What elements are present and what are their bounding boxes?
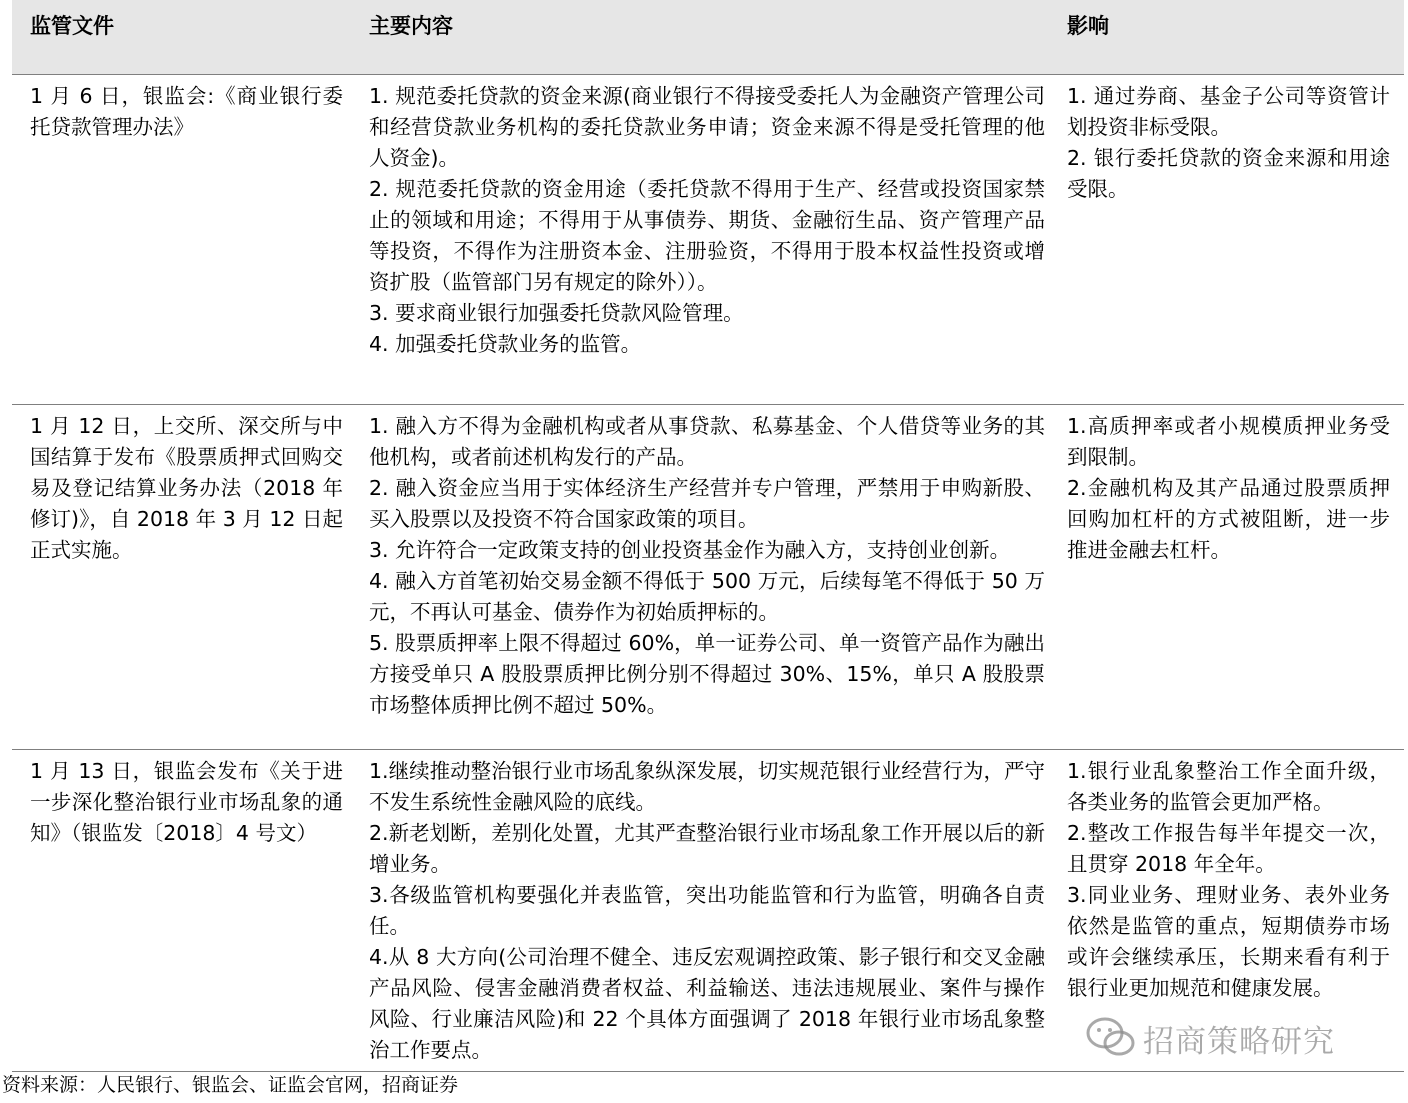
impact-item: 3.同业业务、理财业务、表外业务依然是监管的重点，短期债券市场或许会继续承压，长期来看有利于银行业更加规范和健康发展。 — [1067, 882, 1390, 1000]
row-content — [355, 404, 1053, 749]
impact-item: 1.高质押率或者小规模质押业务受到限制。 — [1067, 413, 1390, 469]
impact-item: 2.金融机构及其产品通过股票质押回购加杠杆的方式被阻断，进一步推进金融去杠杆。 — [1067, 475, 1390, 562]
row-document — [12, 404, 355, 749]
content-item: 5. 股票质押率上限不得超过 60%，单一证券公司、单一资管产品作为融出方接受单只 A 股股票质押比例分别不得超过 30%、15%，单只 A 股股票市场整体质押比例不超过 50%。 — [369, 630, 1045, 717]
row-impact — [1053, 749, 1404, 1071]
content-item: 2. 融入资金应当用于实体经济生产经营并专户管理，严禁用于申购新股、买入股票以及投资不符合国家政策的项目。 — [369, 475, 1045, 531]
content-item: 1. 规范委托贷款的资金来源(商业银行不得接受委托人为金融资产管理公司和经营贷款业务机构的委托贷款业务申请；资金来源不得是受托管理的他人资金)。 — [369, 83, 1045, 170]
impact-item: 2. 银行委托贷款的资金来源和用途受限。 — [1067, 145, 1390, 201]
header-content: 主要内容 — [355, 0, 1053, 74]
impact-item: 1. 通过券商、基金子公司等资管计划投资非标受限。 — [1067, 83, 1390, 139]
table-row — [12, 404, 1404, 749]
content-item: 4. 加强委托贷款业务的监管。 — [369, 331, 642, 356]
content-item: 3. 允许符合一定政策支持的创业投资基金作为融入方，支持创业创新。 — [369, 537, 1011, 562]
content-item: 2. 规范委托贷款的资金用途（委托贷款不得用于生产、经营或投资国家禁止的领域和用途；不得用于从事债券、期货、金融衍生品、资产管理产品等投资，不得作为注册资本金、注册验资，不得用于股本权益性投资或增资扩股（监管部门另有规定的除外））。 — [369, 176, 1045, 294]
content-item: 3. 要求商业银行加强委托贷款风险管理。 — [369, 300, 744, 325]
regulation-table — [12, 0, 1404, 1072]
header-document: 监管文件 — [12, 0, 355, 74]
content-item: 1.继续推动整治银行业市场乱象纵深发展，切实规范银行业经营行为，严守不发生系统性金融风险的底线。 — [369, 758, 1045, 814]
row-impact — [1053, 74, 1404, 404]
source-note: 资料来源：人民银行、银监会、证监会官网，招商证券 — [2, 1074, 459, 1096]
content-item: 3.各级监管机构要强化并表监管，突出功能监管和行为监管，明确各自责任。 — [369, 882, 1045, 938]
impact-item: 2.整改工作报告每半年提交一次，且贯穿 2018 年全年。 — [1067, 820, 1390, 876]
row-impact — [1053, 404, 1404, 749]
watermark-text: 招商策略研究 — [1143, 1023, 1335, 1060]
table-row — [12, 749, 1404, 1071]
impact-item: 1.银行业乱象整治工作全面升级，各类业务的监管会更加严格。 — [1067, 758, 1390, 814]
document-text: 1 月 12 日，上交所、深交所与中国结算于发布《股票质押式回购交易及登记结算业务办法（2018 年修订)》，自 2018 年 3 月 12 日起正式实施。 — [30, 413, 343, 562]
table-header-row — [12, 0, 1404, 74]
content-item: 4.从 8 大方向(公司治理不健全、违反宏观调控政策、影子银行和交叉金融产品风险、侵害金融消费者权益、利益输送、违法违规展业、案件与操作风险、行业廉洁风险)和 22 个具体方面强调了 2018 年银行业市场乱象整治工作要点。 — [369, 944, 1045, 1062]
content-item: 4. 融入方首笔初始交易金额不得低于 500 万元，后续每笔不得低于 50 万元，不再认可基金、债券作为初始质押标的。 — [369, 568, 1045, 624]
row-document — [12, 74, 355, 404]
content-item: 1. 融入方不得为金融机构或者从事贷款、私募基金、个人借贷等业务的其他机构，或者前述机构发行的产品。 — [369, 413, 1045, 469]
document-text: 1 月 13 日，银监会发布《关于进一步深化整治银行业市场乱象的通知》（银监发〔2018〕4 号文） — [30, 758, 343, 845]
header-impact: 影响 — [1053, 0, 1404, 74]
row-content — [355, 749, 1053, 1071]
content-item: 2.新老划断，差别化处置，尤其严查整治银行业市场乱象工作开展以后的新增业务。 — [369, 820, 1045, 876]
row-content — [355, 74, 1053, 404]
table-row — [12, 74, 1404, 404]
row-document — [12, 749, 355, 1071]
document-text: 1 月 6 日，银监会:《商业银行委托贷款管理办法》 — [30, 83, 343, 139]
